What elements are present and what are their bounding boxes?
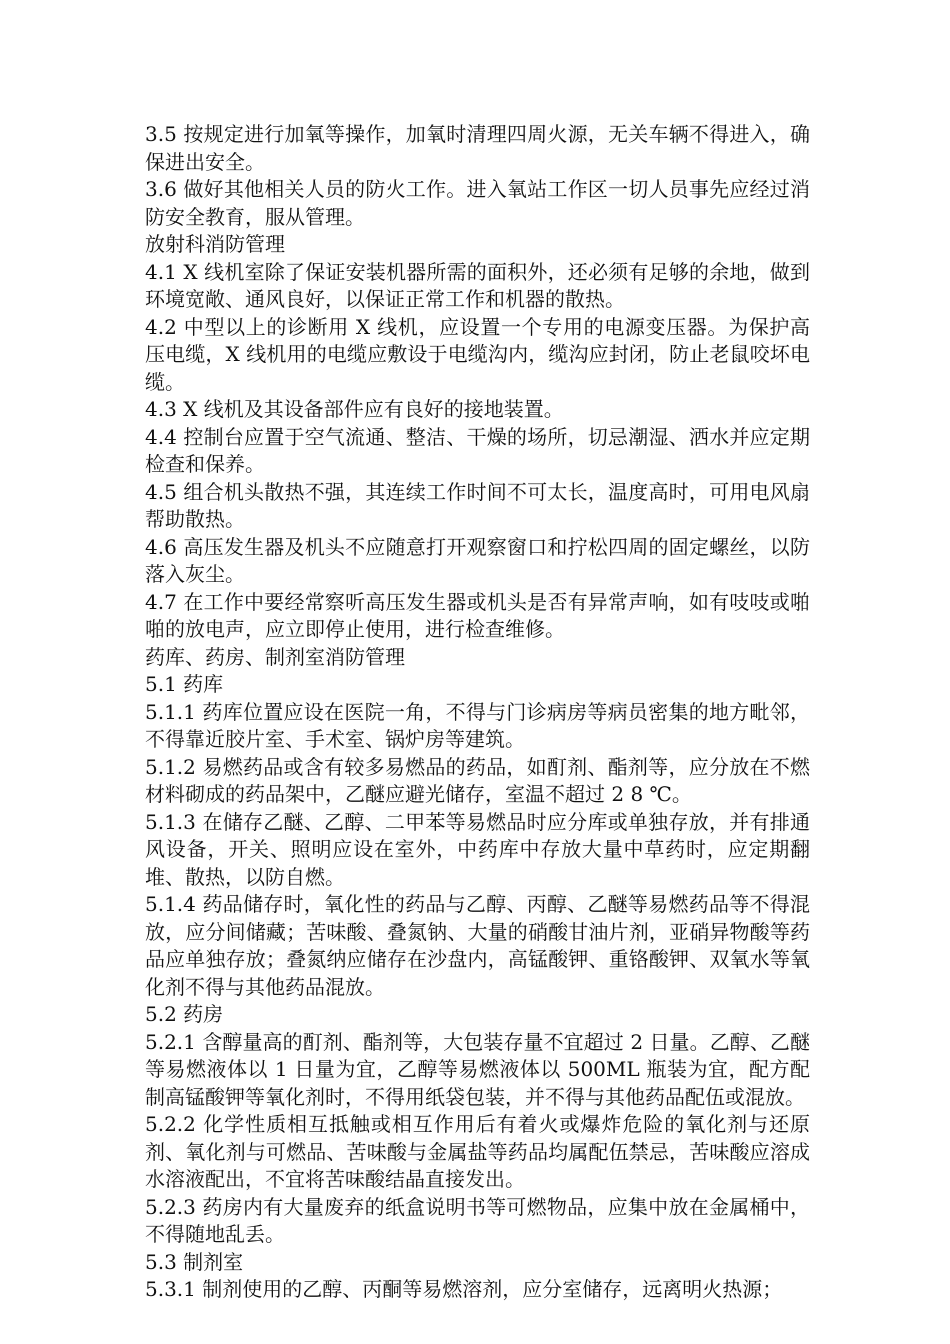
subsection-heading-5-3: 5.3 制剂室: [145, 1249, 244, 1274]
paragraph-5-2-2: 5.2.2 化学性质相互抵触或相互作用后有着火或爆炸危险的氧化剂与还原剂、氧化剂与可燃品、苦味酸与金属盐等药品均属配伍禁忌，苦味酸应溶成水溶液配出，不宜将苦味酸结晶直接发出。: [145, 1112, 810, 1191]
paragraph-3-6: 3.6 做好其他相关人员的防火工作。进入氧站工作区一切人员事先应经过消防安全教育，服从管理。: [145, 177, 810, 229]
paragraph-5-2-3: 5.2.3 药房内有大量废弃的纸盒说明书等可燃物品，应集中放在金属桶中，不得随地乱丢。: [145, 1194, 810, 1246]
document-page: [145, 121, 810, 1304]
paragraph-4-4: 4.4 控制台应置于空气流通、整洁、干燥的场所，切忌潮湿、洒水并应定期检查和保养。: [145, 424, 810, 476]
paragraph-4-6: 4.6 高压发生器及机头不应随意打开观察窗口和拧松四周的固定螺丝，以防落入灰尘。: [145, 534, 810, 586]
paragraph-5-2-1: 5.2.1 含醇量高的酊剂、酯剂等，大包装存量不宜超过 2 日量。乙醇、乙醚等易燃液体以 1 日量为宜，乙醇等易燃液体以 500ML 瓶装为宜，配方配制高锰酸钾等氧化剂时，不得用纸袋包装，并不得与其他药品配伍或混放。: [145, 1029, 810, 1109]
paragraph-4-7: 4.7 在工作中要经常察听高压发生器或机头是否有异常声响，如有吱吱或啪啪的放电声，应立即停止使用，进行检查维修。: [145, 589, 810, 641]
paragraph-4-5: 4.5 组合机头散热不强，其连续工作时间不可太长，温度高时，可用电风扇帮助散热。: [145, 479, 810, 531]
section-heading-radiology: 放射科消防管理: [145, 232, 285, 256]
paragraph-5-3-1: 5.3.1 制剂使用的乙醇、丙酮等易燃溶剂，应分室储存，远离明火热源；: [145, 1277, 783, 1301]
paragraph-5-1-4: 5.1.4 药品储存时，氧化性的药品与乙醇、丙醇、乙醚等易燃药品等不得混放，应分间储藏；苦味酸、叠氮钠、大量的硝酸甘油片剂，亚硝异物酸等药品应单独存放；叠氮纳应储存在沙盘内，高锰酸钾、重铬酸钾、双氧水等氧化剂不得与其他药品混放。: [145, 892, 810, 999]
subsection-heading-5-2: 5.2 药房: [145, 1002, 224, 1026]
section-heading-pharmacy: 药库、药房、制剂室消防管理: [145, 644, 405, 669]
paragraph-4-1: 4.1 X 线机室除了保证安装机器所需的面积外，还必须有足够的余地，做到环境宽敞、通风良好，以保证正常工作和机器的散热。: [145, 259, 810, 311]
paragraph-5-1-2: 5.1.2 易燃药品或含有较多易燃品的药品，如酊剂、酯剂等，应分放在不燃材料砌成的药品架中，乙醚应避光储存，室温不超过 2 8 ℃。: [145, 754, 810, 806]
paragraph-5-1-1: 5.1.1 药库位置应设在医院一角，不得与门诊病房等病员密集的地方毗邻，不得靠近胶片室、手术室、锅炉房等建筑。: [145, 699, 810, 751]
paragraph-3-5: 3.5 按规定进行加氧等操作，加氧时清理四周火源，无关车辆不得进入，确保进出安全。: [145, 122, 810, 174]
paragraph-4-3: 4.3 X 线机及其设备部件应有良好的接地装置。: [145, 397, 564, 421]
subsection-heading-5-1: 5.1 药库: [145, 672, 224, 696]
paragraph-4-2: 4.2 中型以上的诊断用 X 线机，应设置一个专用的电源变压器。为保护高压电缆，X 线机用的电缆应敷设于电缆沟内，缆沟应封闭，防止老鼠咬坏电缆。: [145, 314, 810, 394]
paragraph-5-1-3: 5.1.3 在储存乙醚、乙醇、二甲苯等易燃品时应分库或单独存放，并有排通风设备，开关、照明应设在室外，中药库中存放大量中草药时，应定期翻堆、散热，以防自燃。: [145, 809, 810, 889]
